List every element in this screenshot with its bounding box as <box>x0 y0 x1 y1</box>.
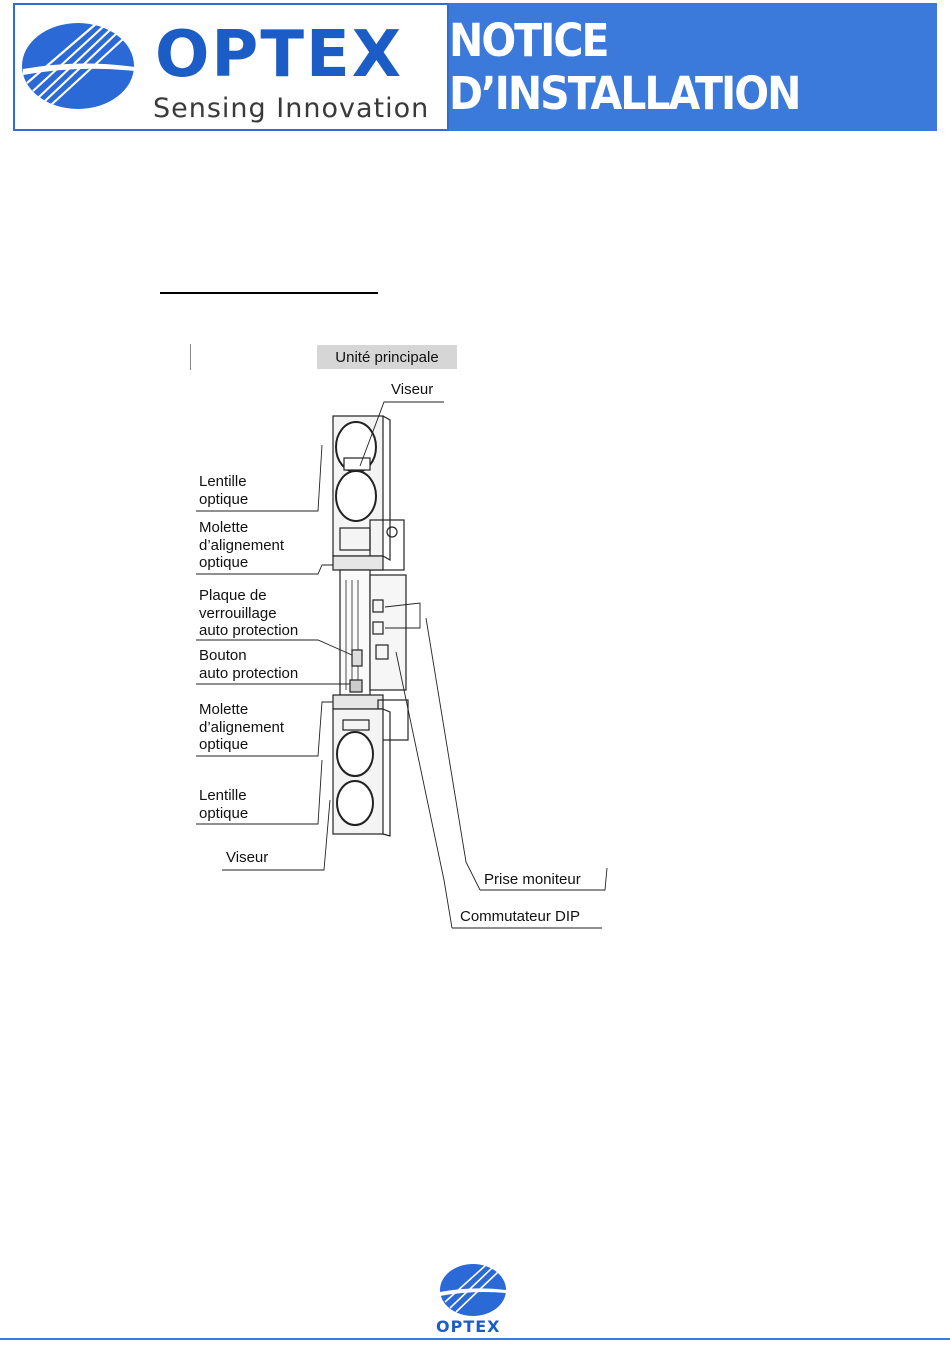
label-lentille-bottom: Lentille optique <box>199 787 249 822</box>
brand-name: OPTEX <box>155 18 404 92</box>
page-title: NOTICE D’INSTALLATION <box>449 14 800 120</box>
label-commutateur-dip: Commutateur DIP <box>460 908 581 925</box>
label-molette-top: Molette d’alignement optique <box>199 519 285 571</box>
label-molette-bottom: Molette d’alignement optique <box>199 701 285 753</box>
tagline: Sensing Innovation <box>153 93 430 124</box>
footer-brand: OPTEX <box>436 1317 501 1336</box>
label-plaque: Plaque de verrouillage auto protection <box>199 587 299 639</box>
footer-globe-logo-icon <box>432 1260 512 1320</box>
label-lentille-top: Lentille optique <box>199 473 249 508</box>
label-viseur-bottom: Viseur <box>226 849 269 866</box>
footer-rule <box>0 1338 950 1340</box>
unit-label: Unité principale <box>317 345 457 369</box>
label-prise-moniteur: Prise moniteur <box>484 871 581 888</box>
label-viseur-top: Viseur <box>391 381 434 398</box>
label-bouton: Bouton auto protection <box>199 647 299 682</box>
